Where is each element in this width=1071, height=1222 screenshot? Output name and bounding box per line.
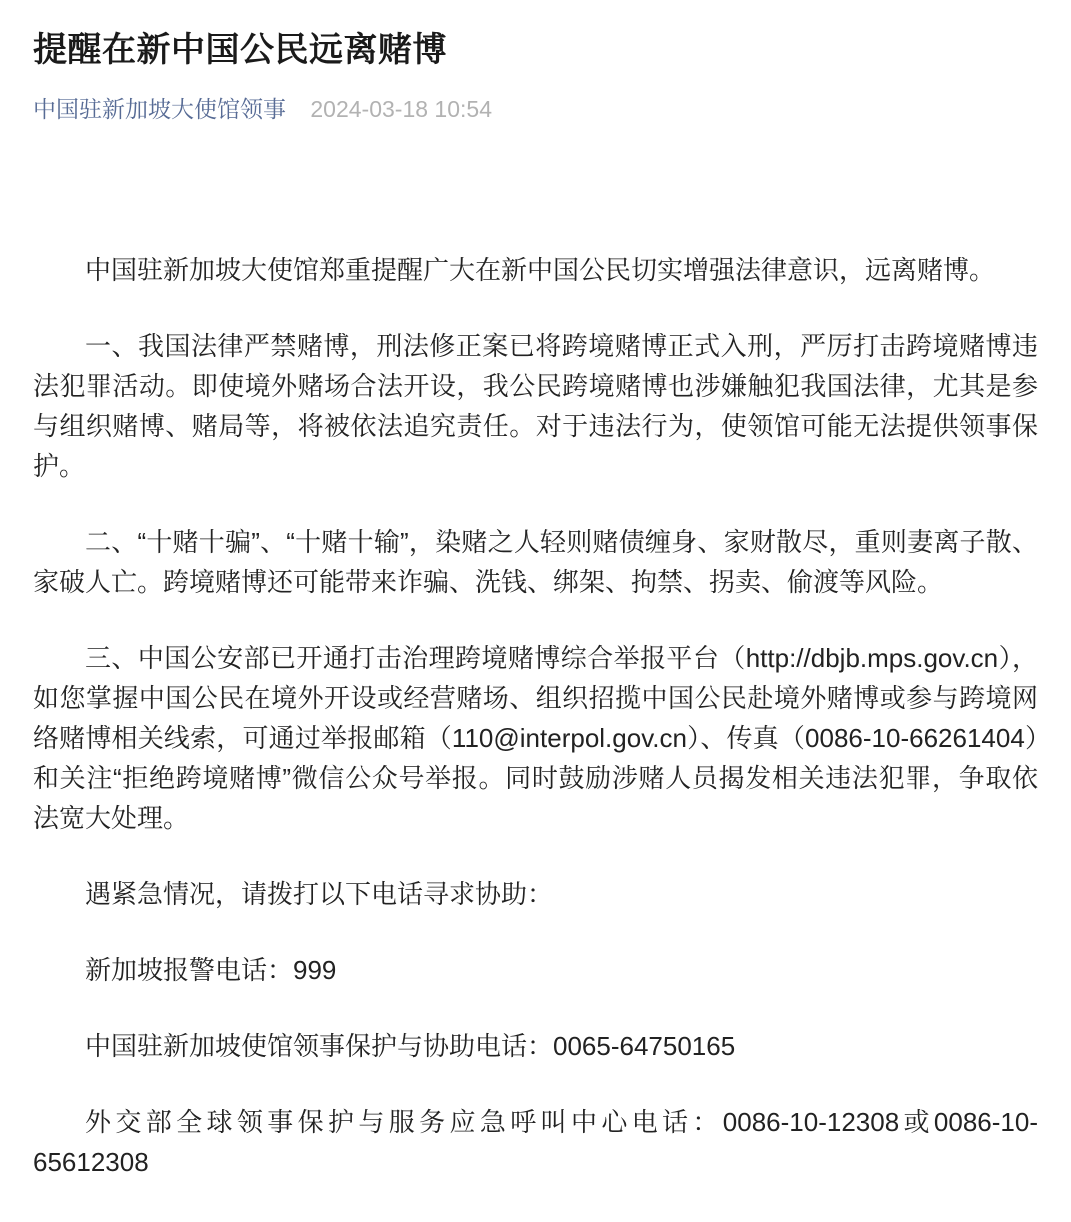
article-body bbox=[33, 125, 1038, 1182]
article-paragraph-police-phone: 新加坡报警电话：999 bbox=[85, 955, 337, 985]
page-title: 提醒在新中国公民远离赌博 bbox=[33, 31, 447, 69]
publish-timestamp: 2024-03-18 10:54 bbox=[310, 96, 492, 122]
account-name-link[interactable]: 中国驻新加坡大使馆领事 bbox=[33, 96, 286, 122]
article-paragraph-point-2: 二、“十赌十骗”、“十赌十输”，染赌之人轻则赌债缠身、家财散尽，重则妻离子散、家破人亡。跨境赌博还可能带来诈骗、洗钱、绑架、拘禁、拐卖、偷渡等风险。 bbox=[33, 527, 1038, 597]
article-paragraph-emergency-intro: 遇紧急情况，请拨打以下电话寻求协助： bbox=[85, 879, 554, 909]
article-paragraph-mfa-phone: 外交部全球领事保护与服务应急呼叫中心电话：0086-10-12308或0086-10-65612308 bbox=[33, 1107, 1038, 1177]
article-paragraph-point-3: 三、中国公安部已开通打击治理跨境赌博综合举报平台（http://dbjb.mps.gov.cn），如您掌握中国公民在境外开设或经营赌场、组织招揽中国公民赴境外赌博或参与跨境网络赌博相关线索，可通过举报邮箱（110@interpol.gov.cn）、传真（0086-10-66261404）和关注“拒绝跨境赌博”微信公众号举报。同时鼓励涉赌人员揭发相关违法犯罪，争取依法宽大处理。 bbox=[33, 643, 1038, 833]
article-paragraph-point-1: 一、我国法律严禁赌博，刑法修正案已将跨境赌博正式入刑，严厉打击跨境赌博违法犯罪活动。即使境外赌场合法开设，我公民跨境赌博也涉嫌触犯我国法律，尤其是参与组织赌博、赌局等，将被依法追究责任。对于违法行为，使领馆可能无法提供领事保护。 bbox=[33, 331, 1038, 481]
article-paragraph-embassy-phone: 中国驻新加坡使馆领事保护与协助电话：0065-64750165 bbox=[85, 1031, 736, 1061]
article-paragraph-intro: 中国驻新加坡大使馆郑重提醒广大在新中国公民切实增强法律意识，远离赌博。 bbox=[85, 255, 996, 285]
byline bbox=[33, 93, 1038, 125]
